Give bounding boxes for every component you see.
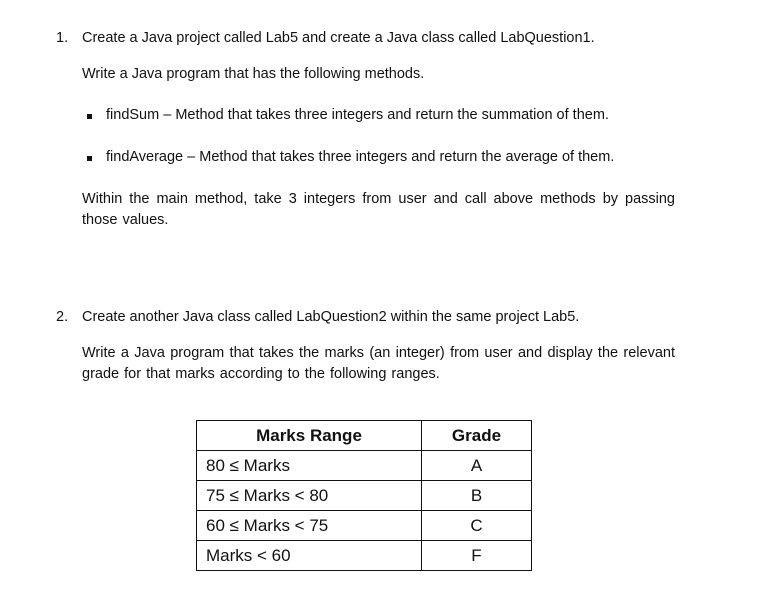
grade-cell: F (422, 541, 532, 571)
q1-intro: Write a Java program that has the following methods. (82, 66, 425, 82)
q1-instruction: Within the main method, take 3 integers from user and call above methods by passing those values. (82, 191, 675, 228)
marks-range-cell: Marks < 60 (197, 541, 422, 571)
q2-instruction: Write a Java program that takes the marks (an integer) from user and display the relevant grade for that marks according to the following ranges. (82, 345, 675, 382)
table-row (197, 451, 532, 481)
grade-cell: B (422, 481, 532, 511)
marks-grade-table (196, 420, 532, 571)
bullet-icon (87, 156, 92, 161)
marks-range-cell: 75 ≤ Marks < 80 (197, 481, 422, 511)
table-row (197, 511, 532, 541)
table-header-row (197, 421, 532, 451)
q1-method-findaverage: findAverage – Method that takes three integers and return the average of them. (106, 149, 615, 165)
table-row (197, 541, 532, 571)
q2-number: 2. (56, 309, 69, 325)
q2-title: Create another Java class called LabQuestion2 within the same project Lab5. (82, 309, 580, 325)
marks-range-cell: 80 ≤ Marks (197, 451, 422, 481)
grade-cell: A (422, 451, 532, 481)
grade-cell: C (422, 511, 532, 541)
header-marks-range: Marks Range (197, 421, 422, 451)
header-grade: Grade (422, 421, 532, 451)
q1-title: Create a Java project called Lab5 and create a Java class called LabQuestion1. (82, 30, 595, 46)
bullet-icon (87, 114, 92, 119)
table-row (197, 481, 532, 511)
marks-range-cell: 60 ≤ Marks < 75 (197, 511, 422, 541)
q1-method-findsum: findSum – Method that takes three integers and return the summation of them. (106, 107, 609, 123)
q1-number: 1. (56, 30, 69, 46)
